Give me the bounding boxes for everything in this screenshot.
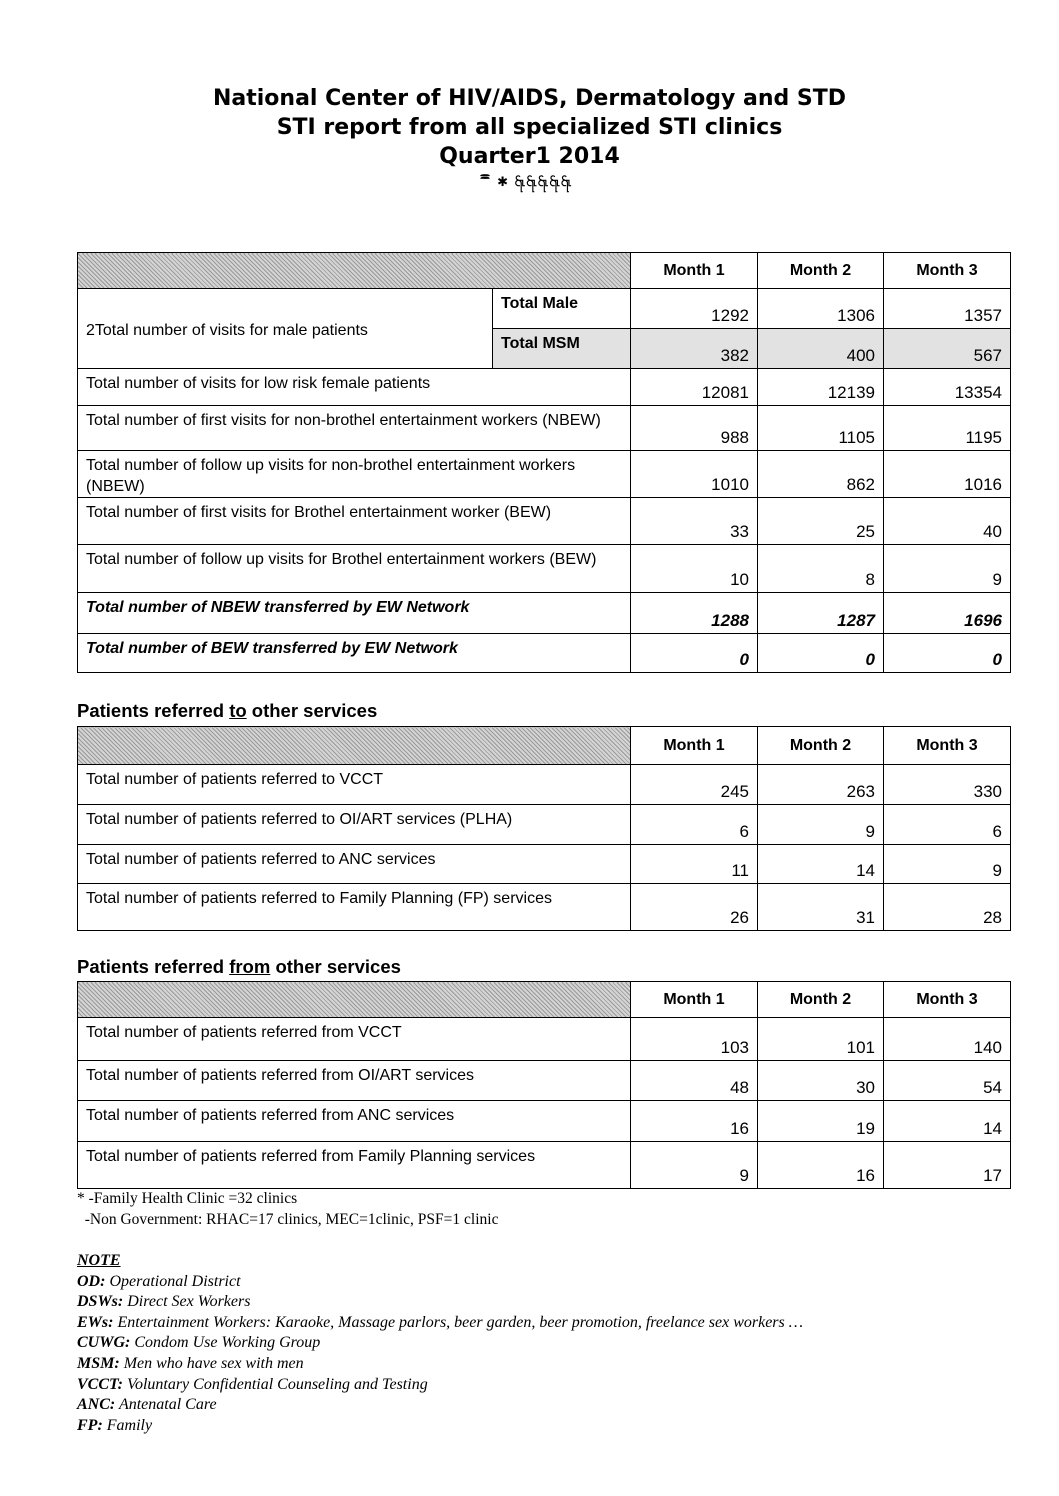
value-cell: 862 xyxy=(758,451,884,498)
value-cell: 8 xyxy=(758,545,884,593)
section-text: other services xyxy=(270,956,401,977)
referred-to-table xyxy=(77,726,1011,931)
note-text: Family xyxy=(102,1416,153,1434)
note-item xyxy=(77,1375,1059,1396)
note-abbr: OD: xyxy=(77,1272,106,1290)
note-abbr: DSWs: xyxy=(77,1293,124,1311)
value-cell: 382 xyxy=(631,329,758,369)
section-underlined-word: to xyxy=(229,700,247,721)
value-cell: 988 xyxy=(631,406,758,451)
value-cell: 9 xyxy=(884,545,1011,593)
footnote: * -Family Health Clinic =32 clinics xyxy=(77,1190,298,1207)
value-cell: 54 xyxy=(884,1061,1011,1101)
value-cell: 1105 xyxy=(758,406,884,451)
note-text: Men who have sex with men xyxy=(119,1354,304,1372)
note-abbr: MSM: xyxy=(77,1354,120,1372)
ornament-divider: ꩰꩰꩰꩰꩰ ✱ ꩷꩷꩷꩷꩷ xyxy=(486,175,573,190)
header-blank-cell xyxy=(78,253,631,289)
referred-from-table xyxy=(77,981,1011,1189)
value-cell: 567 xyxy=(884,329,1011,369)
value-cell: 17 xyxy=(884,1142,1011,1189)
value-cell: 12139 xyxy=(758,369,884,406)
notes-title: NOTE xyxy=(77,1252,121,1269)
note-abbr: CUWG: xyxy=(77,1334,131,1352)
section-referred-from-title xyxy=(77,955,1059,979)
note-text: Condom Use Working Group xyxy=(130,1334,321,1352)
note-item xyxy=(77,1292,1059,1313)
table-row xyxy=(78,289,1011,329)
value-cell: 1292 xyxy=(631,289,758,329)
value-cell: 48 xyxy=(631,1061,758,1101)
row-label: Total number of first visits for non-brothel entertainment workers (NBEW) xyxy=(78,406,631,451)
value-cell: 103 xyxy=(631,1018,758,1061)
row-label: Total number of patients referred to OI/ART services (PLHA) xyxy=(78,805,631,845)
table-row xyxy=(78,1101,1011,1142)
note-abbr: FP: xyxy=(77,1416,103,1434)
value-cell: 33 xyxy=(631,498,758,545)
month-header: Month 2 xyxy=(758,982,884,1018)
table-row xyxy=(78,593,1011,634)
month-header: Month 2 xyxy=(758,253,884,289)
header-row xyxy=(78,982,1011,1018)
value-cell: 1696 xyxy=(884,593,1011,634)
table-row xyxy=(78,845,1011,884)
value-cell: 10 xyxy=(631,545,758,593)
value-cell: 11 xyxy=(631,845,758,884)
row-label: Total number of patients referred to Family Planning (FP) services xyxy=(78,884,631,931)
table-row xyxy=(78,1018,1011,1061)
row-label: Total number of patients referred to ANC services xyxy=(78,845,631,884)
sub-label-total-male: Total Male xyxy=(493,289,631,329)
value-cell: 245 xyxy=(631,765,758,805)
value-cell: 400 xyxy=(758,329,884,369)
report-header xyxy=(0,84,1059,195)
title-line-2: STI report from all specialized STI clinics xyxy=(276,115,783,140)
footnotes xyxy=(77,1189,1059,1230)
header-blank-cell xyxy=(78,727,631,765)
month-header: Month 3 xyxy=(884,982,1011,1018)
note-abbr: ANC: xyxy=(77,1396,116,1414)
value-cell: 0 xyxy=(758,634,884,673)
value-cell: 140 xyxy=(884,1018,1011,1061)
header-row xyxy=(78,727,1011,765)
value-cell: 330 xyxy=(884,765,1011,805)
value-cell: 40 xyxy=(884,498,1011,545)
note-item xyxy=(77,1395,1059,1416)
row-label: Total number of BEW transferred by EW Network xyxy=(78,634,631,673)
month-header: Month 1 xyxy=(631,253,758,289)
row-label: 2Total number of visits for male patients xyxy=(78,289,493,369)
month-header: Month 3 xyxy=(884,253,1011,289)
value-cell: 0 xyxy=(631,634,758,673)
row-label: Total number of first visits for Brothel entertainment worker (BEW) xyxy=(78,498,631,545)
table-row xyxy=(78,369,1011,406)
value-cell: 9 xyxy=(758,805,884,845)
row-label: Total number of patients referred from Family Planning services xyxy=(78,1142,631,1189)
value-cell: 31 xyxy=(758,884,884,931)
table-row xyxy=(78,634,1011,673)
value-cell: 1016 xyxy=(884,451,1011,498)
note-item xyxy=(77,1333,1059,1354)
value-cell: 263 xyxy=(758,765,884,805)
row-label: Total number of patients referred from OI/ART services xyxy=(78,1061,631,1101)
value-cell: 16 xyxy=(758,1142,884,1189)
row-label: Total number of patients referred from VCCT xyxy=(78,1018,631,1061)
table-row xyxy=(78,451,1011,498)
row-label: Total number of patients referred to VCCT xyxy=(78,765,631,805)
value-cell: 28 xyxy=(884,884,1011,931)
note-text: Direct Sex Workers xyxy=(123,1293,251,1311)
note-item xyxy=(77,1416,1059,1437)
value-cell: 1010 xyxy=(631,451,758,498)
row-label: Total number of follow up visits for non-brothel entertainment workers (NBEW) xyxy=(78,451,631,498)
title-line-1: National Center of HIV/AIDS, Dermatology and STD xyxy=(212,86,846,111)
note-abbr: EWs: xyxy=(77,1313,114,1331)
value-cell: 14 xyxy=(884,1101,1011,1142)
table-row xyxy=(78,884,1011,931)
table-row xyxy=(78,545,1011,593)
value-cell: 1287 xyxy=(758,593,884,634)
table-row xyxy=(78,805,1011,845)
value-cell: 0 xyxy=(884,634,1011,673)
note-text: Entertainment Workers: Karaoke, Massage parlors, beer garden, beer promotion, freelance sex workers … xyxy=(113,1313,803,1331)
sub-label-total-msm: Total MSM xyxy=(493,329,631,369)
section-referred-to-title xyxy=(77,699,1059,723)
header-blank-cell xyxy=(78,982,631,1018)
row-label: Total number of follow up visits for Brothel entertainment workers (BEW) xyxy=(78,545,631,593)
note-text: Voluntary Confidential Counseling and Testing xyxy=(122,1375,428,1393)
note-abbr: VCCT: xyxy=(77,1375,123,1393)
value-cell: 13354 xyxy=(884,369,1011,406)
value-cell: 9 xyxy=(884,845,1011,884)
note-item xyxy=(77,1272,1059,1293)
value-cell: 6 xyxy=(884,805,1011,845)
value-cell: 1306 xyxy=(758,289,884,329)
row-label: Total number of NBEW transferred by EW Network xyxy=(78,593,631,634)
section-text: Patients referred xyxy=(77,700,230,721)
value-cell: 16 xyxy=(631,1101,758,1142)
value-cell: 1288 xyxy=(631,593,758,634)
section-text: other services xyxy=(246,700,378,721)
row-label: Total number of visits for low risk female patients xyxy=(78,369,631,406)
value-cell: 101 xyxy=(758,1018,884,1061)
value-cell: 1195 xyxy=(884,406,1011,451)
notes-section xyxy=(77,1251,1059,1436)
value-cell: 9 xyxy=(631,1142,758,1189)
value-cell: 14 xyxy=(758,845,884,884)
value-cell: 6 xyxy=(631,805,758,845)
value-cell: 25 xyxy=(758,498,884,545)
visits-table xyxy=(77,252,1011,673)
note-text: Operational District xyxy=(105,1272,241,1290)
month-header: Month 1 xyxy=(631,982,758,1018)
month-header: Month 1 xyxy=(631,727,758,765)
note-item xyxy=(77,1313,1059,1334)
table-row xyxy=(78,1061,1011,1101)
value-cell: 26 xyxy=(631,884,758,931)
table-row xyxy=(78,406,1011,451)
value-cell: 12081 xyxy=(631,369,758,406)
header-row xyxy=(78,253,1011,289)
value-cell: 19 xyxy=(758,1101,884,1142)
table-row xyxy=(78,498,1011,545)
note-text: Antenatal Care xyxy=(115,1396,217,1414)
section-text: Patients referred xyxy=(77,956,230,977)
section-underlined-word: from xyxy=(229,956,271,977)
row-label: Total number of patients referred from ANC services xyxy=(78,1101,631,1142)
value-cell: 30 xyxy=(758,1061,884,1101)
note-item xyxy=(77,1354,1059,1375)
table-row xyxy=(78,1142,1011,1189)
table-row xyxy=(78,765,1011,805)
title-line-3: Quarter1 2014 xyxy=(439,144,620,169)
value-cell: 1357 xyxy=(884,289,1011,329)
footnote: -Non Government: RHAC=17 clinics, MEC=1clinic, PSF=1 clinic xyxy=(77,1210,499,1228)
month-header: Month 2 xyxy=(758,727,884,765)
month-header: Month 3 xyxy=(884,727,1011,765)
